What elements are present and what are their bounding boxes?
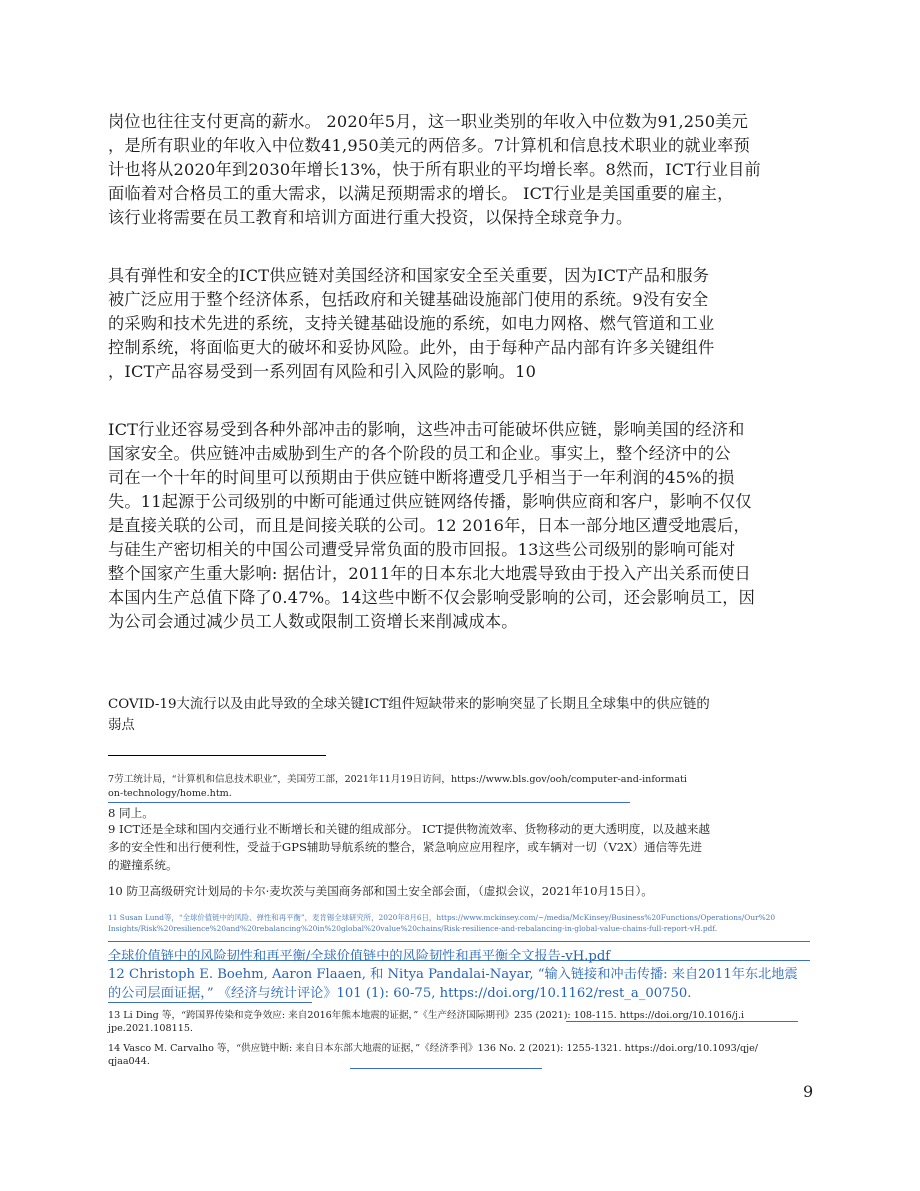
paragraph-line: 本国内生产总值下降了0.47%。14这些中断不仅会影响受影响的公司，还会影响员工，因 — [108, 588, 755, 607]
footnote-7-cont: on-technology/home.htm. — [108, 788, 232, 799]
paragraph-line: 国家安全。供应链冲击威胁到生产的各个阶段的员工和企业。事实上，整个经济中的公 — [108, 444, 731, 463]
footnote-13: 13 Li Ding 等，“跨国界传染和竞争效应: 来自2016年熊本地震的证据，”《生产经济国际期刊》235 (2021): 108-115. https://doi.org/10.1016/j.i — [108, 1010, 745, 1021]
paragraph-line: 整个国家产生重大影响: 据估计，2011年的日本东北大地震导致由于投入产出关系而使日 — [108, 564, 751, 583]
footnote-8: 8 同上。 — [108, 806, 154, 820]
footnote-13-cont: jpe.2021.108115. — [108, 1023, 193, 1034]
paragraph-line: ICT行业还容易受到各种外部冲击的影响，这些冲击可能破坏供应链，影响美国的经济和 — [108, 420, 745, 439]
link-underline — [108, 1002, 312, 1003]
footnote-12-cont[interactable]: 的公司层面证据，” 《经济与统计评论》101 (1): 60-75, https://doi.org/10.1162/rest_a_00750. — [108, 986, 692, 1001]
footnote-9: 9 ICT还是全球和国内交通行业不断增长和关键的组成部分。 ICT提供物流效率、货物移动的更大透明度，以及越来越 — [108, 822, 711, 836]
link-underline — [108, 802, 630, 803]
footnote-7: 7劳工统计局，“计算机和信息技术职业”，美国劳工部，2021年11月19日访问，https://www.bls.gov/ooh/computer-and-informati — [108, 774, 687, 785]
paragraph-line: 控制系统，将面临更大的破坏和妥协风险。此外，由于每种产品内部有许多关键组件 — [108, 338, 715, 357]
footnote-9-cont: 多的安全性和出行便利性，受益于GPS辅助导航系统的整合，紧急响应应用程序，或车辆对一切（V2X）通信等先进 — [108, 840, 702, 854]
footnote-11-link[interactable]: 全球价值链中的风险韧性和再平衡/全球价值链中的风险韧性和再平衡全文报告-vH.pdf — [108, 949, 611, 964]
paragraph-line: 具有弹性和安全的ICT供应链对美国经济和国家安全至关重要，因为ICT产品和服务 — [108, 266, 710, 285]
paragraph-line: 的采购和技术先进的系统，支持关键基础设施的系统，如电力网格、燃气管道和工业 — [108, 314, 715, 333]
paragraph-line: 岗位也往往支付更高的薪水。 2020年5月，这一职业类别的年收入中位数为91,250美元 — [108, 112, 749, 131]
paragraph-line: ，是所有职业的年收入中位数41,950美元的两倍多。7计算机和信息技术职业的就业率预 — [108, 136, 750, 155]
paragraph-line: 面临着对合格员工的重大需求，以满足预期需求的增长。 ICT行业是美国重要的雇主， — [108, 184, 734, 203]
paragraph-line: 该行业将需要在员工教育和培训方面进行重大投资，以保持全球竞争力。 — [108, 208, 633, 227]
footnote-12[interactable]: 12 Christoph E. Boehm, Aaron Flaaen, 和 Nitya Pandalai-Nayar, “输入链接和冲击传播: 来自2011年东北地震 — [108, 967, 798, 982]
paragraph-line: ，ICT产品容易受到一系列固有风险和引入风险的影响。10 — [108, 362, 537, 381]
footnote-9-cont: 的避撞系统。 — [108, 858, 178, 872]
figure-caption — [108, 694, 808, 736]
paragraph-line: 与硅生产密切相关的中国公司遭受异常负面的股市回报。13这些公司级别的影响可能对 — [108, 540, 736, 559]
footnote-10: 10 防卫高级研究计划局的卡尔·麦坎茨与美国商务部和国土安全部会面，（虚拟会议，2021年10月15日）。 — [108, 884, 653, 898]
paragraph-line: 被广泛应用于整个经济体系，包括政府和关键基础设施部门使用的系统。9没有安全 — [108, 290, 709, 309]
page-number: 9 — [803, 1082, 814, 1101]
link-underline — [350, 1068, 542, 1069]
caption-line: COVID-19大流行以及由此导致的全球关键ICT组件短缺带来的影响突显了长期且全球集中的供应链的 — [108, 697, 710, 712]
paragraph-line: 司在一个十年的时间里可以预期由于供应链中断将遭受几乎相当于一年利润的45%的损 — [108, 468, 735, 487]
link-underline — [108, 960, 810, 961]
footnote-11-cont: Insights/Risk%20resilience%20and%20rebalancing%20in%20global%20value%20chains/Risk-resilience-and-rebalancing-in-global-value-chains-full-report-vH.pdf. — [108, 924, 718, 933]
paragraph-line: 计也将从2020年到2030年增长13%，快于所有职业的平均增长率。8然而，ICT行业目前 — [108, 160, 761, 179]
caption-line: 弱点 — [108, 718, 135, 733]
paragraph-line: 是直接关联的公司，而且是间接关联的公司。12 2016年，日本一部分地区遭受地震后， — [108, 516, 750, 535]
link-underline — [108, 941, 810, 942]
footnote-11: 11 Susan Lund等，“全球价值链中的风险、弹性和再平衡”，麦肯锡全球研究所，2020年8月6日，https://www.mckinsey.com/~/media/McKinsey/Business%20Functions/Operations/Our%20 — [108, 913, 776, 922]
paragraph-line: 为公司会通过减少员工人数或限制工资增长来削减成本。 — [108, 612, 518, 631]
footnote-separator — [108, 755, 326, 756]
footnote-14: 14 Vasco M. Carvalho 等，“供应链中断: 来自日本东部大地震的证据，”《经济季刊》136 No. 2 (2021): 1255-1321. https://doi.org/10.1093/qje/ — [108, 1043, 758, 1054]
footnote-14-cont: qjaa044. — [108, 1056, 150, 1067]
link-underline — [566, 1021, 798, 1022]
paragraph-line: 失。11起源于公司级别的中断可能通过供应链网络传播，影响供应商和客户，影响不仅仅 — [108, 492, 752, 511]
